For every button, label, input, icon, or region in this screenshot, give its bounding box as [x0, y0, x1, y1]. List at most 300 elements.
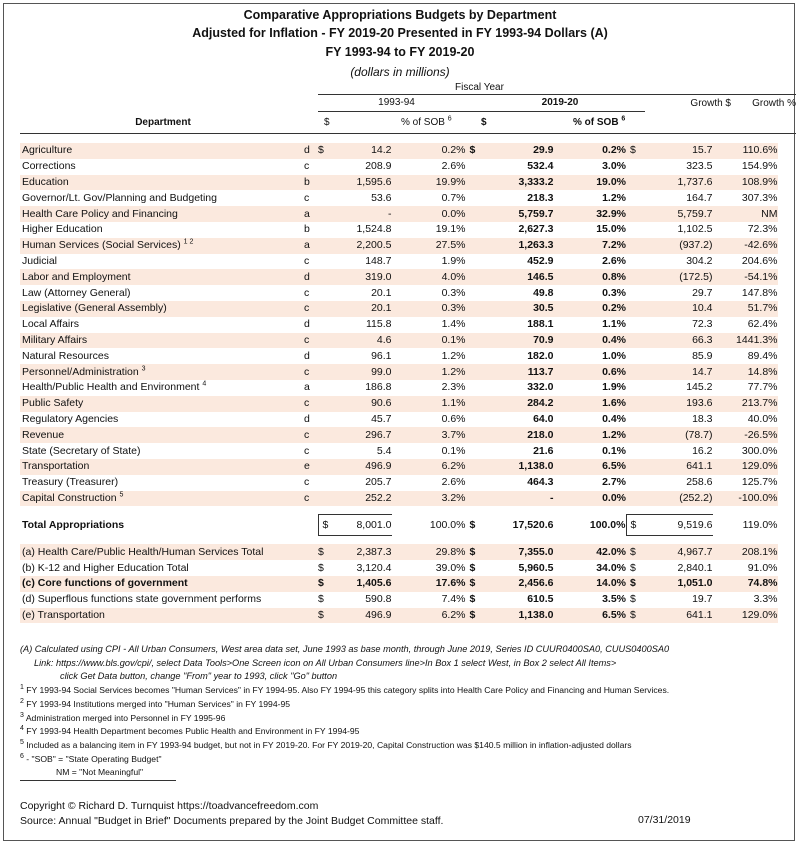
category-code: c: [304, 160, 310, 173]
table-row: [20, 348, 778, 364]
amount-1993: 53.6: [371, 191, 392, 204]
growth-dollar: 15.7: [645, 143, 713, 159]
department-label: Health Care Policy and Financing: [22, 207, 178, 220]
dollar-sign: [466, 380, 484, 396]
group-pct-1993: 17.6%: [392, 576, 466, 592]
dollar-sign: $: [469, 561, 476, 574]
department-label: Higher Education: [22, 223, 103, 236]
pct-sob-2019: 6.5%: [554, 459, 627, 475]
department-name: [20, 348, 304, 364]
dollar-sign: [466, 269, 484, 285]
dollar-sign: [626, 285, 645, 301]
department-label: Treasury (Treasurer): [22, 476, 119, 489]
dollar-sign: [466, 317, 484, 333]
dollar-sign: $: [626, 515, 645, 536]
dollar-sign: [626, 175, 645, 191]
dollar-sign: $: [466, 608, 484, 624]
dollar-sign: [626, 412, 645, 428]
dollar-sign: [626, 427, 645, 443]
amount-1993: 90.6: [337, 396, 392, 412]
amount-2019: 1,138.0: [484, 459, 554, 475]
notes-section: [20, 643, 669, 781]
growth-dollar: 72.3: [692, 318, 713, 331]
dollar-sign: [466, 348, 484, 364]
pct-sob-1993: 1.9%: [441, 254, 466, 267]
growth-pct: -54.1%: [713, 269, 778, 285]
group-pct-1993: 29.8%: [392, 544, 466, 560]
footnote-ref: 5: [119, 491, 124, 499]
dollar-sign: $: [318, 608, 337, 624]
report-date: 07/31/2019: [638, 814, 691, 826]
amount-1993: 14.2: [337, 143, 392, 159]
amount-2019: 464.3: [527, 476, 554, 489]
amount-1993: 252.2: [337, 491, 392, 507]
category-code: a: [304, 381, 310, 394]
growth-pct: 213.7%: [713, 396, 778, 412]
footnote-ref: 1 2: [183, 238, 194, 246]
footnote-2: $^2$ FY 1993-94 Institutions merged into "Human Services" in FY 1994-95: [20, 697, 291, 709]
dollar-sign: [318, 190, 337, 206]
growth-dollar: 10.4: [645, 301, 713, 317]
pct-sob-1993: 0.1%: [392, 333, 466, 349]
table-row: [20, 159, 778, 175]
pct-sob-1993: 2.3%: [441, 381, 466, 394]
amount-1993: 186.8: [365, 381, 392, 394]
dollar-sign: [318, 301, 337, 317]
note-a-line1: (A) Calculated using CPI - All Urban Consumers, West area data set, June 1993 as base month, through June 2019, Series ID CUUR0400SA0, CUUS0400SA0: [20, 644, 670, 654]
pct-sob-1993: 2.6%: [441, 160, 466, 173]
dollar-sign: $: [626, 143, 645, 159]
growth-pct: NM: [713, 206, 778, 222]
category-code: c: [304, 364, 318, 380]
pct-sob-header-1: % of SOB: [401, 117, 445, 129]
growth-pct: 300.0%: [741, 444, 778, 457]
pct-sob-1993: 27.5%: [392, 238, 466, 254]
category-code: c: [304, 444, 310, 457]
department-label: Natural Resources: [22, 349, 109, 362]
amount-1993: 115.8: [366, 318, 392, 331]
growth-dollar: 323.5: [686, 160, 713, 173]
group-growth-pct: 129.0%: [713, 608, 778, 624]
table-row: [20, 175, 778, 191]
group-2019: 1,138.0: [484, 608, 554, 624]
pct-sob-2019: 7.2%: [554, 238, 627, 254]
pct-sob-1993: 0.3%: [392, 301, 466, 317]
report-subtitle: Adjusted for Inflation - FY 2019-20 Presented in FY 1993-94 Dollars (A): [192, 26, 608, 40]
source-text: Source: Annual "Budget in Brief" Documents prepared by the Joint Budget Committee staff.: [20, 815, 444, 827]
category-code: c: [304, 396, 318, 412]
amount-2019: 532.4: [527, 160, 554, 173]
group-label: (c) Core functions of government: [20, 576, 304, 592]
dollar-sign: [318, 238, 337, 254]
budget-table: [20, 143, 778, 623]
category-code: d: [304, 318, 310, 331]
category-code: d: [304, 412, 310, 425]
group-row: [20, 544, 778, 560]
pct-sob-1993: 6.2%: [392, 459, 466, 475]
group-pct-2019: 42.0%: [554, 544, 627, 560]
pct-sob-2019: 1.2%: [554, 427, 627, 443]
growth-dollar: (937.2): [645, 238, 713, 254]
department-name: [20, 175, 304, 191]
dollar-sign: [626, 269, 645, 285]
growth-dollar: 304.2: [686, 254, 713, 267]
amount-1993: 296.7: [337, 427, 392, 443]
table-row: [20, 285, 778, 301]
dollar-sign: $: [466, 576, 484, 592]
dollar-sign: [318, 427, 337, 443]
growth-dollar: 1,737.6: [645, 175, 713, 191]
dollar-sign: $: [318, 515, 337, 536]
group-2019: 5,960.5: [518, 561, 554, 574]
dollar-sign: $: [318, 576, 337, 592]
dollar-sign: [318, 333, 337, 349]
pct-sob-1993: 19.1%: [435, 223, 466, 236]
footnote-4: $^4$ FY 1993-94 Health Department becomes Public Health and Environment in FY 1994-95: [20, 725, 360, 737]
pct-sob-header-2: % of SOB: [573, 117, 619, 129]
dollar-sign: [626, 333, 645, 349]
dollar-sign: [466, 396, 484, 412]
category-code: c: [304, 427, 318, 443]
table-row: [20, 396, 778, 412]
department-name: [20, 143, 304, 159]
growth-pct: 1441.3%: [713, 333, 778, 349]
dollar-sign: [318, 222, 337, 238]
department-label: Human Services (Social Services): [22, 239, 181, 252]
department-header: Department: [20, 111, 304, 134]
group-row: [20, 592, 778, 608]
growth-dollar: 193.6: [645, 396, 713, 412]
pct-sob-2019: 0.3%: [602, 286, 626, 299]
growth-pct: 125.7%: [741, 476, 778, 489]
total-pct-1993: 100.0%: [429, 518, 466, 531]
category-code: c: [304, 491, 318, 507]
dollar-sign: [626, 459, 645, 475]
amount-1993: 1,595.6: [337, 175, 392, 191]
amount-1993: 148.7: [365, 254, 392, 267]
category-code: b: [304, 223, 310, 236]
pct-sob-sup-1: 6: [447, 115, 452, 123]
dollar-sign: [318, 459, 337, 475]
category-code: c: [304, 301, 318, 317]
dollar-sign: $: [626, 608, 645, 624]
category-code: c: [304, 476, 310, 489]
footnote-nm: NM = "Not Meaningful": [20, 766, 176, 781]
amount-2019: 113.7: [484, 364, 554, 380]
growth-dollar: 66.3: [645, 333, 713, 349]
dollar-sign: $: [626, 544, 645, 560]
growth-dollar: 1,102.5: [677, 223, 713, 236]
dollar-sign: [466, 301, 484, 317]
group-pct-2019: 6.5%: [554, 608, 627, 624]
dollar-sign: [318, 396, 337, 412]
group-pct-2019: 34.0%: [596, 561, 626, 574]
dollar-sign: $: [466, 143, 484, 159]
dollar-sign: $: [630, 561, 636, 574]
amount-2019: 332.0: [527, 381, 554, 394]
growth-dollar: (172.5): [645, 269, 713, 285]
growth-dollar: (252.2): [645, 491, 713, 507]
dollar-header-2: $: [475, 111, 495, 134]
pct-sob-1993: 3.2%: [392, 491, 466, 507]
group-growth-pct: 208.1%: [713, 544, 778, 560]
amount-2019: 188.1: [527, 318, 554, 331]
table-row: [20, 317, 778, 333]
group-pct-2019: 14.0%: [554, 576, 627, 592]
growth-dollar: 258.6: [686, 476, 713, 489]
amount-1993: 20.1: [337, 301, 392, 317]
category-code: c: [304, 333, 318, 349]
pct-sob-1993: 1.2%: [441, 349, 466, 362]
department-label: State (Secretary of State): [22, 444, 141, 457]
dollar-sign: [466, 491, 484, 507]
department-label: Regulatory Agencies: [22, 412, 119, 425]
growth-dollar: 16.2: [692, 444, 713, 457]
pct-sob-2019: 0.4%: [554, 333, 627, 349]
total-row: [20, 515, 778, 536]
growth-pct: -42.6%: [713, 238, 778, 254]
dollar-sign: [318, 443, 337, 459]
growth-pct: 129.0%: [713, 459, 778, 475]
pct-sob-1993: 2.6%: [441, 476, 466, 489]
group-growth-pct: 91.0%: [747, 561, 778, 574]
category-code: a: [304, 238, 318, 254]
dollar-sign: [318, 380, 337, 396]
pct-sob-1993: 0.7%: [441, 191, 466, 204]
group-1993: 590.8: [365, 593, 392, 606]
amount-1993: 45.7: [371, 412, 392, 425]
group-pct-1993: 6.2%: [392, 608, 466, 624]
category-code: a: [304, 206, 318, 222]
amount-2019: 1,263.3: [484, 238, 554, 254]
department-label: Local Affairs: [22, 318, 80, 331]
dollar-sign: [626, 491, 645, 507]
pct-sob-2019: 1.1%: [602, 318, 626, 331]
category-code: c: [304, 254, 310, 267]
department-name: [20, 238, 304, 254]
group-pct-1993: 7.4%: [441, 593, 466, 606]
table-row: [20, 459, 778, 475]
pct-sob-1993: 1.1%: [392, 396, 466, 412]
category-code: d: [304, 349, 310, 362]
dollar-sign: [466, 175, 484, 191]
table-row: [20, 143, 778, 159]
table-header: [20, 94, 796, 134]
amount-2019: 218.0: [484, 427, 554, 443]
department-label: Personnel/Administration: [22, 365, 139, 378]
table-row: [20, 301, 778, 317]
department-name: [20, 427, 304, 443]
amount-1993: 319.0: [337, 269, 392, 285]
growth-pct: 51.7%: [713, 301, 778, 317]
amount-2019: 5,759.7: [484, 206, 554, 222]
department-name: [20, 459, 304, 475]
department-name: [20, 206, 304, 222]
group-1993: 496.9: [337, 608, 392, 624]
report-units: (dollars in millions): [350, 65, 450, 79]
group-1993: 2,387.3: [337, 544, 392, 560]
group-row: [20, 576, 778, 592]
amount-1993: 205.7: [365, 476, 392, 489]
amount-1993: 496.9: [337, 459, 392, 475]
copyright-text: Copyright © Richard D. Turnquist https://toadvancefreedom.com: [20, 800, 319, 812]
table-row: [20, 333, 778, 349]
dollar-sign: $: [466, 544, 484, 560]
growth-dollar: 641.1: [645, 459, 713, 475]
department-label: Transportation: [22, 460, 90, 473]
dollar-sign: [318, 175, 337, 191]
pct-sob-2019: 0.8%: [554, 269, 627, 285]
amount-2019: 70.9: [484, 333, 554, 349]
dollar-sign: [466, 238, 484, 254]
dollar-sign: [466, 412, 484, 428]
dollar-sign: $: [469, 593, 476, 606]
dollar-sign: [626, 348, 645, 364]
pct-sob-2019: 1.2%: [602, 191, 626, 204]
department-label: Corrections: [22, 160, 76, 173]
category-code: c: [304, 286, 310, 299]
category-code: d: [304, 143, 318, 159]
pct-sob-1993: 0.2%: [392, 143, 466, 159]
dollar-header-1: $: [318, 111, 338, 134]
department-label: Public Safety: [22, 397, 84, 410]
group-2019: 610.5: [527, 593, 554, 606]
department-name: [20, 412, 304, 428]
group-growth: 641.1: [645, 608, 713, 624]
pct-sob-2019: 2.7%: [602, 476, 626, 489]
dollar-sign: [466, 459, 484, 475]
dollar-sign: [626, 190, 645, 206]
amount-2019: 2,627.3: [518, 223, 554, 236]
pct-sob-2019: 1.0%: [602, 349, 626, 362]
year2-header: 2019-20: [475, 95, 645, 112]
department-name: [20, 396, 304, 412]
table-row: [20, 190, 778, 206]
department-name: [20, 190, 304, 206]
table-row: [20, 491, 778, 507]
growth-pct: 72.3%: [747, 223, 778, 236]
dollar-sign: [626, 443, 645, 459]
footnote-6: $^6$ - "SOB" = "State Operating Budget": [20, 752, 162, 764]
table-row: [20, 443, 778, 459]
growth-dollar: 5,759.7: [645, 206, 713, 222]
growth-dollar: 85.9: [692, 349, 713, 362]
group-growth-pct: 3.3%: [753, 593, 778, 606]
amount-1993: 2,200.5: [337, 238, 392, 254]
dollar-sign: [626, 238, 645, 254]
dollar-sign: $: [630, 593, 636, 606]
category-code: c: [304, 191, 310, 204]
department-name: [20, 364, 304, 380]
fiscal-year-label: Fiscal Year: [455, 82, 504, 93]
dollar-sign: [626, 159, 645, 175]
dollar-sign: [466, 475, 484, 491]
pct-sob-1993: 1.4%: [441, 318, 466, 331]
department-name: [20, 333, 304, 349]
dollar-sign: [466, 159, 484, 175]
department-label: Education: [22, 175, 69, 188]
growth-dollar: 29.7: [692, 286, 713, 299]
dollar-sign: $: [626, 576, 645, 592]
pct-sob-1993: 0.6%: [441, 412, 466, 425]
total-pct-2019: 100.0%: [589, 518, 626, 531]
table-row: [20, 222, 778, 238]
growth-pct: 62.4%: [747, 318, 778, 331]
dollar-sign: [466, 206, 484, 222]
pct-sob-1993: 1.2%: [392, 364, 466, 380]
report-period: FY 1993-94 to FY 2019-20: [325, 45, 475, 59]
department-name: [20, 269, 304, 285]
dollar-sign: [626, 364, 645, 380]
dollar-sign: [626, 396, 645, 412]
dollar-sign: $: [469, 518, 476, 531]
total-growth: 9,519.6: [645, 515, 713, 536]
department-name: [20, 491, 304, 507]
group-1993: 1,405.6: [337, 576, 392, 592]
amount-1993: -: [337, 206, 392, 222]
pct-sob-1993: 0.0%: [392, 206, 466, 222]
amount-2019: 30.5: [484, 301, 554, 317]
amount-1993: 20.1: [371, 286, 392, 299]
group-pct-1993: 39.0%: [435, 561, 466, 574]
dollar-sign: [626, 254, 645, 270]
dollar-sign: [318, 159, 337, 175]
dollar-sign: [318, 412, 337, 428]
dollar-sign: [466, 222, 484, 238]
group-growth: 2,840.1: [677, 561, 713, 574]
pct-sob-2019: 0.1%: [602, 444, 626, 457]
amount-2019: -: [484, 491, 554, 507]
table-row: [20, 206, 778, 222]
growth-pct: -26.5%: [713, 427, 778, 443]
total-growth-pct: 119.0%: [742, 518, 778, 531]
department-label: Legislative (General Assembly): [22, 302, 167, 315]
growth-pct: 40.0%: [747, 412, 778, 425]
dollar-sign: [626, 301, 645, 317]
group-growth: 4,967.7: [645, 544, 713, 560]
growth-pct: 204.6%: [741, 254, 778, 267]
department-label: Capital Construction: [22, 491, 117, 504]
dollar-sign: $: [318, 544, 337, 560]
table-row: [20, 269, 778, 285]
growth-pct: 89.4%: [747, 349, 778, 362]
total-label: Total Appropriations: [22, 518, 125, 531]
growth-pct: 110.6%: [713, 143, 778, 159]
department-label: Agriculture: [22, 144, 73, 157]
pct-sob-1993: 19.9%: [392, 175, 466, 191]
dollar-sign: $: [318, 593, 324, 606]
category-code: d: [304, 269, 318, 285]
growth-pct: 108.9%: [713, 175, 778, 191]
department-name: [20, 443, 304, 459]
group-label: (e) Transportation: [20, 608, 304, 624]
department-name: [20, 475, 304, 491]
table-row: [20, 364, 778, 380]
pct-sob-2019: 3.0%: [602, 160, 626, 173]
amount-1993: 4.6: [337, 333, 392, 349]
department-label: Military Affairs: [22, 333, 88, 346]
pct-sob-2019: 15.0%: [596, 223, 626, 236]
group-label: (a) Health Care/Public Health/Human Services Total: [20, 544, 304, 560]
department-name: [20, 317, 304, 333]
amount-2019: 146.5: [484, 269, 554, 285]
dollar-sign: [466, 333, 484, 349]
dollar-sign: $: [318, 561, 324, 574]
group-row: [20, 608, 778, 624]
growth-pct-header: Growth %: [731, 95, 796, 112]
amount-2019: 218.3: [527, 191, 554, 204]
amount-2019: 29.9: [484, 143, 554, 159]
